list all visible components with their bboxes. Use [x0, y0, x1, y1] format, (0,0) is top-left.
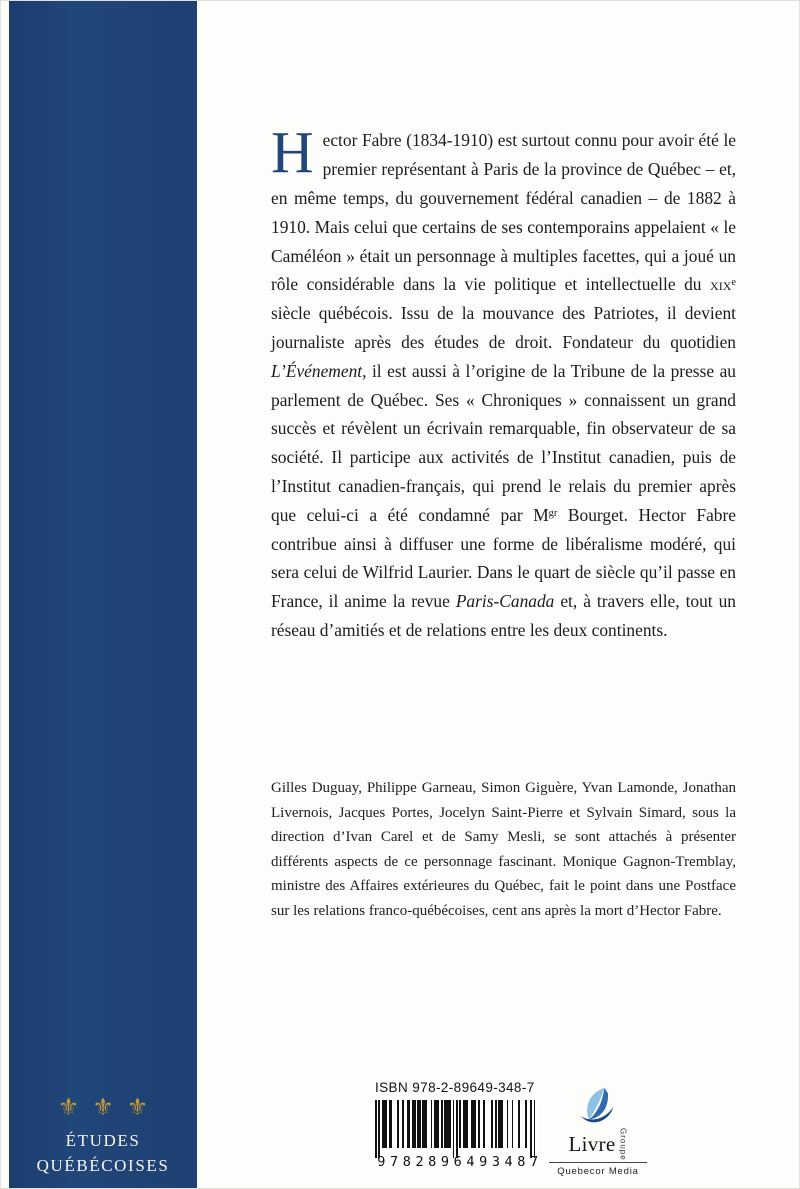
isbn-label: ISBN 978-2-89649-348-7 [375, 1080, 535, 1095]
isbn-block [375, 1080, 545, 1170]
fleur-de-lis-icon: ⚜ [92, 1093, 114, 1121]
blurb-text: ector Fabre (1834-1910) est surtout connu pour avoir été le premier représentant à Paris de la province de Québec – et, en même temps, du gouvernement fédéral canadien – de 1882 à 1910. Mais celui que certains de ses contemporains appelaient « le Caméléon » était un personnage à multiples facettes, qui a joué un rôle considérable dans la vie politique et intellectuelle du xix$^e$ siècle québécois. Issu de la mouvance des Patriotes, il devient journaliste après des études de droit. Fondateur du quotidien L’Événement, il est aussi à l’origine de la Tribune de la presse au parlement de Québec. Ses « Chroniques » connaissent un grand succès et révèlent un écrivain remarquable, fin observateur de sa société. Il participe aux activités de l’Institut canadien, puis de l’Institut canadien-français, qui prend le relais du premier après que celui-ci a été condamné par $M^{gr}$ Bourget. Hector Fabre contribue ainsi à diffuser une forme de libéralisme modéré, qui sera celui de Wilfrid Laurier. Dans le quart de siècle qu’il passe en France, il anime la revue Paris-Canada et, à travers elle, tout un réseau d’amitiés et de relations entre les deux continents. [271, 130, 736, 640]
series-title-line1: ÉTUDES [65, 1131, 141, 1150]
publisher-group-label: Groupe [618, 1127, 628, 1161]
publisher-name-row [549, 1127, 647, 1161]
contributors-paragraph: Gilles Duguay, Philippe Garneau, Simon Giguère, Yvan Lamonde, Jonathan Livernois, Jacques Portes, Jocelyn Saint-Pierre et Sylvain Simard, sous la direction d’Ivan Carel et de Samy Mesli, se sont attachés à présenter différents aspects de ce personnage fascinant. Monique Gagnon-Tremblay, ministre des Affaires extérieures du Québec, fait le point dans une Postface sur les relations franco-québécoises, cent ans après la mort d’Hector Fabre. [271, 780, 736, 919]
publisher-logo [549, 1087, 647, 1177]
publisher-name: Livre [568, 1131, 616, 1156]
spine-band [9, 1, 197, 1189]
fleur-de-lis-icon: ⚜ [57, 1093, 80, 1121]
publisher-leaf-icon [576, 1087, 620, 1125]
publisher-company: Quebecor Media [549, 1162, 647, 1177]
barcode [375, 1100, 537, 1160]
series-title-line2: QUÉBÉCOISES [36, 1156, 170, 1175]
blurb-paragraph [271, 119, 736, 644]
fleur-de-lis-icon: ⚜ [126, 1093, 149, 1121]
drop-cap: H [271, 119, 314, 186]
barcode-digits: 9782896493487 [377, 1154, 543, 1170]
fleur-de-lis-row [58, 1095, 149, 1119]
